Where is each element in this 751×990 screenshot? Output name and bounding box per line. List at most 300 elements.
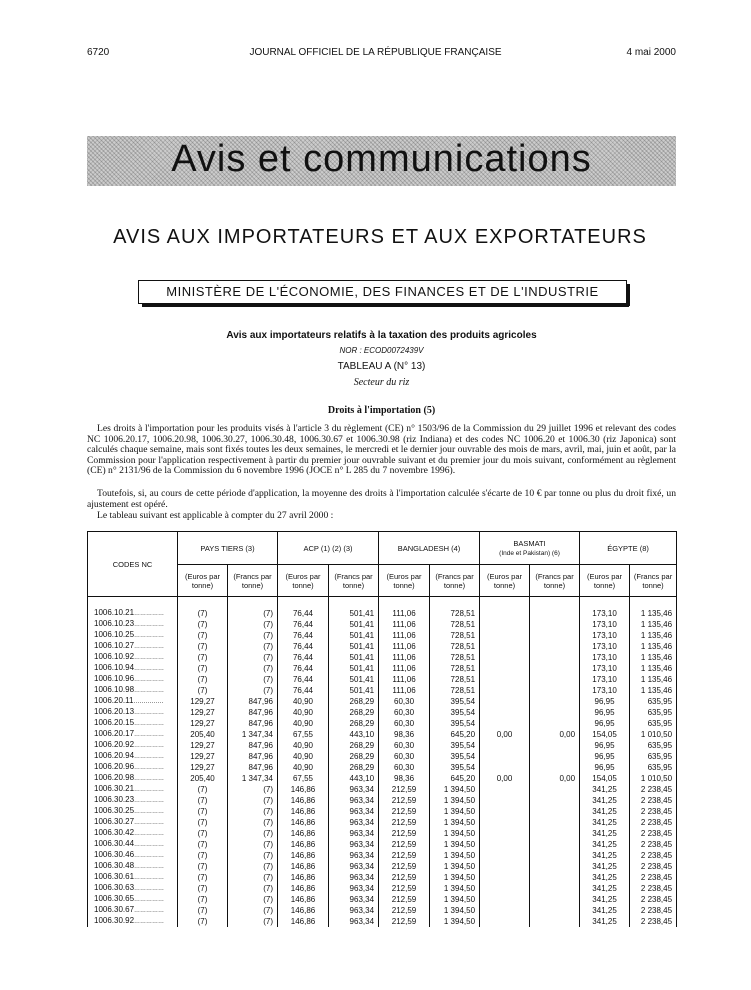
- franc-value-cell: 1 135,46: [630, 674, 677, 685]
- franc-value-cell: 501,41: [329, 608, 379, 619]
- euro-value-cell: (7): [178, 641, 228, 652]
- euro-value-cell: 60,30: [379, 762, 430, 773]
- euro-value-cell: 173,10: [580, 641, 630, 652]
- nc-code-cell: 1006.30.46……………: [88, 850, 178, 861]
- euro-value-cell: 60,30: [379, 740, 430, 751]
- nc-code-cell: 1006.30.67……………: [88, 905, 178, 916]
- franc-value-cell: 1 394,50: [430, 872, 480, 883]
- euro-value-cell: [480, 608, 530, 619]
- euro-value-cell: [480, 828, 530, 839]
- euro-value-cell: [480, 630, 530, 641]
- euro-value-cell: 96,95: [580, 740, 630, 751]
- franc-value-cell: 501,41: [329, 641, 379, 652]
- franc-value-cell: 2 238,45: [630, 872, 677, 883]
- franc-value-cell: [530, 861, 580, 872]
- dot-leader: ……………: [134, 842, 165, 848]
- franc-value-cell: 645,20: [430, 729, 480, 740]
- euro-value-cell: 111,06: [379, 685, 430, 696]
- dot-leader: ……………: [134, 754, 165, 760]
- table-row: [88, 861, 677, 872]
- euro-value-cell: (7): [178, 828, 228, 839]
- franc-value-cell: [530, 751, 580, 762]
- euro-value-cell: [480, 850, 530, 861]
- euro-value-cell: 40,90: [278, 762, 329, 773]
- dot-leader: ……………: [134, 886, 165, 892]
- table-row: [88, 817, 677, 828]
- euro-value-cell: 154,05: [580, 773, 630, 784]
- nc-code-cell: 1006.10.98……………: [88, 685, 178, 696]
- dot-leader: ……………: [134, 611, 165, 617]
- table-row: [88, 663, 677, 674]
- euro-value-cell: 212,59: [379, 828, 430, 839]
- euro-value-cell: [480, 762, 530, 773]
- franc-value-cell: 728,51: [430, 685, 480, 696]
- euro-value-cell: 96,95: [580, 707, 630, 718]
- franc-value-cell: 501,41: [329, 630, 379, 641]
- franc-value-cell: 1 347,34: [228, 773, 278, 784]
- nc-code-cell: 1006.30.63……………: [88, 883, 178, 894]
- franc-value-cell: [530, 828, 580, 839]
- franc-value-cell: (7): [228, 839, 278, 850]
- franc-value-cell: 268,29: [329, 762, 379, 773]
- franc-value-cell: (7): [228, 685, 278, 696]
- franc-value-cell: (7): [228, 806, 278, 817]
- euro-value-cell: 205,40: [178, 729, 228, 740]
- euro-value-cell: [480, 817, 530, 828]
- dot-leader: ……………: [134, 732, 165, 738]
- journal-header: JOURNAL OFFICIEL DE LA RÉPUBLIQUE FRANÇAISE: [249, 47, 502, 58]
- franc-value-cell: 395,54: [430, 718, 480, 729]
- franc-value-cell: 1 135,46: [630, 630, 677, 641]
- franc-value-cell: 963,34: [329, 894, 379, 905]
- table-row: [88, 872, 677, 883]
- franc-value-cell: 2 238,45: [630, 850, 677, 861]
- euro-value-cell: 173,10: [580, 663, 630, 674]
- euro-value-cell: 212,59: [379, 850, 430, 861]
- franc-value-cell: (7): [228, 850, 278, 861]
- franc-value-cell: (7): [228, 784, 278, 795]
- franc-value-cell: 395,54: [430, 707, 480, 718]
- euro-value-cell: [480, 894, 530, 905]
- franc-value-cell: 963,34: [329, 817, 379, 828]
- dot-leader: ……………: [134, 809, 165, 815]
- franc-value-cell: (7): [228, 916, 278, 927]
- euro-value-cell: 212,59: [379, 916, 430, 927]
- euro-value-cell: 98,36: [379, 773, 430, 784]
- franc-value-cell: [530, 674, 580, 685]
- franc-value-cell: 1 010,50: [630, 773, 677, 784]
- franc-value-cell: 268,29: [329, 696, 379, 707]
- nc-code-cell: 1006.20.11……………: [88, 696, 178, 707]
- euro-value-cell: (7): [178, 883, 228, 894]
- unit-header-franc: (Francs par tonne): [228, 565, 278, 597]
- dot-leader: ……………: [134, 787, 165, 793]
- euro-value-cell: 60,30: [379, 751, 430, 762]
- euro-value-cell: 341,25: [580, 828, 630, 839]
- dot-leader: ……………: [134, 743, 165, 749]
- franc-value-cell: 635,95: [630, 718, 677, 729]
- table-row: [88, 784, 677, 795]
- euro-value-cell: [480, 883, 530, 894]
- euro-value-cell: 111,06: [379, 619, 430, 630]
- euro-value-cell: 96,95: [580, 718, 630, 729]
- euro-value-cell: 129,27: [178, 707, 228, 718]
- unit-header-euro: (Euros par tonne): [480, 565, 530, 597]
- franc-value-cell: 635,95: [630, 696, 677, 707]
- nc-code-cell: 1006.20.15……………: [88, 718, 178, 729]
- franc-value-cell: [530, 762, 580, 773]
- franc-value-cell: (7): [228, 630, 278, 641]
- franc-value-cell: (7): [228, 817, 278, 828]
- section-title: AVIS AUX IMPORTATEURS ET AUX EXPORTATEURS: [113, 226, 647, 248]
- franc-value-cell: 1 394,50: [430, 817, 480, 828]
- nc-code-cell: 1006.10.23……………: [88, 619, 178, 630]
- euro-value-cell: (7): [178, 850, 228, 861]
- sector-label: Secteur du riz: [353, 377, 410, 388]
- franc-value-cell: 501,41: [329, 652, 379, 663]
- euro-value-cell: 205,40: [178, 773, 228, 784]
- euro-value-cell: 212,59: [379, 795, 430, 806]
- franc-value-cell: [530, 685, 580, 696]
- franc-value-cell: (7): [228, 828, 278, 839]
- euro-value-cell: 341,25: [580, 806, 630, 817]
- notice-title: Avis aux importateurs relatifs à la taxation des produits agricoles: [226, 330, 537, 341]
- dot-leader: ……………: [134, 644, 165, 650]
- euro-value-cell: 173,10: [580, 619, 630, 630]
- table-row: [88, 652, 677, 663]
- nc-code-cell: 1006.30.44……………: [88, 839, 178, 850]
- euro-value-cell: 146,86: [278, 916, 329, 927]
- euro-value-cell: 76,44: [278, 630, 329, 641]
- euro-value-cell: 76,44: [278, 619, 329, 630]
- euro-value-cell: 212,59: [379, 839, 430, 850]
- dot-leader: ……………: [134, 919, 165, 925]
- franc-value-cell: [530, 916, 580, 927]
- euro-value-cell: 212,59: [379, 861, 430, 872]
- franc-value-cell: (7): [228, 619, 278, 630]
- dot-leader: ……………: [134, 710, 165, 716]
- franc-value-cell: [530, 696, 580, 707]
- paragraph-calculation: Les droits à l'importation pour les produits visés à l'article 3 du règlement (CE) n° 1503/96 de la Commission du 29 juillet 1996 et relevant des codes NC 1006.20.17, 1006.20.98, 1006.30.27, 1006.30.48, 1006.30.67 et 1006.30.98 (riz Indiana) et des codes NC 1006.20 et 1006.30 (riz Japonica) sont calculés chaque semaine, mais sont fixés toutes les deux semaines, le mercredi et le dernier jour ouvrable des mois de mars, avril, mai, juin et août, par la Commission pour l'application respectivement à partir du premier jour ouvrable suivant et du premier jour du mois suivant, conformément au règlement (CE) n° 2131/96 de la Commission du 6 novembre 1996 (JOCE n° L 285 du 7 novembre 1996).: [87, 423, 676, 477]
- euro-value-cell: 146,86: [278, 861, 329, 872]
- franc-value-cell: 963,34: [329, 883, 379, 894]
- euro-value-cell: 212,59: [379, 872, 430, 883]
- nc-code-cell: 1006.30.27……………: [88, 817, 178, 828]
- franc-value-cell: 728,51: [430, 641, 480, 652]
- euro-value-cell: 173,10: [580, 674, 630, 685]
- table-row: [88, 916, 677, 927]
- franc-value-cell: 268,29: [329, 751, 379, 762]
- euro-value-cell: [480, 619, 530, 630]
- basmati-subtitle: (Inde et Pakistan) (6): [499, 550, 560, 557]
- nc-code-cell: 1006.30.48……………: [88, 861, 178, 872]
- franc-value-cell: (7): [228, 872, 278, 883]
- banner-title: Avis et communications: [171, 138, 592, 180]
- euro-value-cell: [480, 740, 530, 751]
- table-row: [88, 828, 677, 839]
- euro-value-cell: 146,86: [278, 872, 329, 883]
- franc-value-cell: 1 010,50: [630, 729, 677, 740]
- euro-value-cell: 173,10: [580, 630, 630, 641]
- euro-value-cell: (7): [178, 630, 228, 641]
- franc-value-cell: (7): [228, 674, 278, 685]
- euro-value-cell: 111,06: [379, 608, 430, 619]
- franc-value-cell: 635,95: [630, 751, 677, 762]
- franc-value-cell: 963,34: [329, 916, 379, 927]
- euro-value-cell: 341,25: [580, 784, 630, 795]
- franc-value-cell: 963,34: [329, 806, 379, 817]
- franc-value-cell: [530, 619, 580, 630]
- section-banner: [87, 136, 676, 186]
- franc-value-cell: 847,96: [228, 762, 278, 773]
- franc-value-cell: [530, 707, 580, 718]
- euro-value-cell: (7): [178, 784, 228, 795]
- euro-value-cell: 111,06: [379, 663, 430, 674]
- franc-value-cell: (7): [228, 905, 278, 916]
- franc-value-cell: 1 394,50: [430, 795, 480, 806]
- euro-value-cell: 146,86: [278, 883, 329, 894]
- franc-value-cell: 1 135,46: [630, 663, 677, 674]
- franc-value-cell: 2 238,45: [630, 784, 677, 795]
- franc-value-cell: 1 394,50: [430, 883, 480, 894]
- group-header: ACP (1) (2) (3): [278, 532, 379, 565]
- franc-value-cell: 2 238,45: [630, 828, 677, 839]
- franc-value-cell: (7): [228, 883, 278, 894]
- euro-value-cell: 111,06: [379, 674, 430, 685]
- euro-value-cell: 129,27: [178, 751, 228, 762]
- franc-value-cell: (7): [228, 861, 278, 872]
- euro-value-cell: [480, 784, 530, 795]
- table-row: [88, 718, 677, 729]
- franc-value-cell: 963,34: [329, 905, 379, 916]
- euro-value-cell: 341,25: [580, 817, 630, 828]
- euro-value-cell: 212,59: [379, 806, 430, 817]
- euro-value-cell: 341,25: [580, 850, 630, 861]
- euro-value-cell: (7): [178, 916, 228, 927]
- franc-value-cell: 847,96: [228, 707, 278, 718]
- euro-value-cell: 76,44: [278, 663, 329, 674]
- nc-code-cell: 1006.20.92……………: [88, 740, 178, 751]
- franc-value-cell: [530, 795, 580, 806]
- franc-value-cell: 1 347,34: [228, 729, 278, 740]
- franc-value-cell: 0,00: [530, 773, 580, 784]
- nc-code-cell: 1006.10.96……………: [88, 674, 178, 685]
- franc-value-cell: 1 394,50: [430, 839, 480, 850]
- nc-code-cell: 1006.20.96……………: [88, 762, 178, 773]
- euro-value-cell: (7): [178, 817, 228, 828]
- franc-value-cell: 1 394,50: [430, 784, 480, 795]
- dot-leader: ……………: [134, 864, 165, 870]
- duties-heading: Droits à l'importation (5): [327, 405, 436, 416]
- dot-leader: ……………: [134, 776, 165, 782]
- table-row: [88, 630, 677, 641]
- euro-value-cell: 76,44: [278, 641, 329, 652]
- dot-leader: ……………: [134, 897, 165, 903]
- euro-value-cell: 341,25: [580, 872, 630, 883]
- dot-leader: ……………: [134, 831, 165, 837]
- euro-value-cell: [480, 872, 530, 883]
- franc-value-cell: 443,10: [329, 773, 379, 784]
- euro-value-cell: 129,27: [178, 762, 228, 773]
- franc-value-cell: (7): [228, 894, 278, 905]
- table-row: [88, 751, 677, 762]
- euro-value-cell: 173,10: [580, 685, 630, 696]
- franc-value-cell: [530, 608, 580, 619]
- euro-value-cell: 76,44: [278, 652, 329, 663]
- euro-value-cell: [480, 905, 530, 916]
- table-label: TABLEAU A (N° 13): [337, 361, 426, 372]
- euro-value-cell: [480, 751, 530, 762]
- euro-value-cell: 60,30: [379, 707, 430, 718]
- euro-value-cell: 146,86: [278, 839, 329, 850]
- duties-table: [87, 531, 677, 927]
- euro-value-cell: (7): [178, 619, 228, 630]
- euro-value-cell: [480, 861, 530, 872]
- franc-value-cell: 635,95: [630, 740, 677, 751]
- issue-date: 4 mai 2000: [626, 47, 676, 58]
- group-header: BANGLADESH (4): [379, 532, 480, 565]
- euro-value-cell: 0,00: [480, 773, 530, 784]
- franc-value-cell: [530, 806, 580, 817]
- dot-leader: ……………: [134, 633, 165, 639]
- franc-value-cell: [530, 894, 580, 905]
- nc-code-cell: 1006.20.13……………: [88, 707, 178, 718]
- franc-value-cell: 2 238,45: [630, 883, 677, 894]
- franc-value-cell: [530, 740, 580, 751]
- nor-reference: NOR : ECOD0072439V: [339, 346, 424, 355]
- table-row: [88, 839, 677, 850]
- franc-value-cell: 847,96: [228, 696, 278, 707]
- franc-value-cell: 395,54: [430, 740, 480, 751]
- franc-value-cell: 501,41: [329, 674, 379, 685]
- franc-value-cell: 268,29: [329, 707, 379, 718]
- table-row: [88, 894, 677, 905]
- franc-value-cell: 728,51: [430, 663, 480, 674]
- dot-leader: ……………: [134, 853, 165, 859]
- nc-code-cell: 1006.20.94……………: [88, 751, 178, 762]
- group-header: PAYS TIERS (3): [178, 532, 278, 565]
- franc-value-cell: 2 238,45: [630, 817, 677, 828]
- euro-value-cell: (7): [178, 894, 228, 905]
- euro-value-cell: (7): [178, 795, 228, 806]
- euro-value-cell: (7): [178, 685, 228, 696]
- euro-value-cell: 146,86: [278, 894, 329, 905]
- euro-value-cell: 146,86: [278, 850, 329, 861]
- dot-leader: ……………: [134, 666, 165, 672]
- franc-value-cell: [530, 652, 580, 663]
- franc-value-cell: [530, 784, 580, 795]
- euro-value-cell: (7): [178, 861, 228, 872]
- franc-value-cell: 635,95: [630, 707, 677, 718]
- euro-value-cell: 341,25: [580, 883, 630, 894]
- euro-value-cell: 212,59: [379, 784, 430, 795]
- page-number: 6720: [87, 47, 110, 58]
- franc-value-cell: 963,34: [329, 784, 379, 795]
- nc-code-cell: 1006.10.27……………: [88, 641, 178, 652]
- euro-value-cell: 146,86: [278, 817, 329, 828]
- franc-value-cell: [530, 839, 580, 850]
- table-row: [88, 806, 677, 817]
- euro-value-cell: 212,59: [379, 905, 430, 916]
- euro-value-cell: 40,90: [278, 718, 329, 729]
- franc-value-cell: 395,54: [430, 762, 480, 773]
- franc-value-cell: [530, 641, 580, 652]
- unit-header-euro: (Euros par tonne): [379, 565, 430, 597]
- euro-value-cell: 96,95: [580, 751, 630, 762]
- franc-value-cell: 2 238,45: [630, 905, 677, 916]
- franc-value-cell: 1 135,46: [630, 619, 677, 630]
- nc-code-cell: 1006.10.25……………: [88, 630, 178, 641]
- franc-value-cell: [530, 883, 580, 894]
- franc-value-cell: 268,29: [329, 740, 379, 751]
- euro-value-cell: 341,25: [580, 905, 630, 916]
- euro-value-cell: [480, 674, 530, 685]
- franc-value-cell: [530, 630, 580, 641]
- dot-leader: ……………: [134, 875, 165, 881]
- nc-code-cell: 1006.30.25……………: [88, 806, 178, 817]
- franc-value-cell: 1 135,46: [630, 685, 677, 696]
- nc-code-cell: 1006.30.61……………: [88, 872, 178, 883]
- franc-value-cell: 395,54: [430, 696, 480, 707]
- euro-value-cell: 60,30: [379, 718, 430, 729]
- nc-code-cell: 1006.10.94……………: [88, 663, 178, 674]
- franc-value-cell: (7): [228, 795, 278, 806]
- euro-value-cell: 146,86: [278, 784, 329, 795]
- unit-header-franc: (Francs par tonne): [630, 565, 677, 597]
- franc-value-cell: 501,41: [329, 685, 379, 696]
- nc-code-cell: 1006.20.98……………: [88, 773, 178, 784]
- euro-value-cell: 76,44: [278, 608, 329, 619]
- paragraph-applicability: Le tableau suivant est applicable à compter du 27 avril 2000 :: [97, 510, 334, 521]
- euro-value-cell: [480, 718, 530, 729]
- euro-value-cell: 40,90: [278, 707, 329, 718]
- euro-value-cell: [480, 663, 530, 674]
- euro-value-cell: (7): [178, 905, 228, 916]
- franc-value-cell: 2 238,45: [630, 894, 677, 905]
- dot-leader: ……………: [134, 622, 165, 628]
- franc-value-cell: 395,54: [430, 751, 480, 762]
- euro-value-cell: [480, 696, 530, 707]
- franc-value-cell: [530, 817, 580, 828]
- table-row: [88, 850, 677, 861]
- table-body: [88, 608, 677, 927]
- dot-leader: ……………: [134, 908, 165, 914]
- franc-value-cell: (7): [228, 652, 278, 663]
- dot-leader: ……………: [134, 798, 165, 804]
- euro-value-cell: [480, 652, 530, 663]
- nc-code-cell: 1006.10.21……………: [88, 608, 178, 619]
- franc-value-cell: 728,51: [430, 652, 480, 663]
- franc-value-cell: 728,51: [430, 608, 480, 619]
- euro-value-cell: 341,25: [580, 861, 630, 872]
- dot-leader: ……………: [134, 677, 165, 683]
- franc-value-cell: (7): [228, 641, 278, 652]
- franc-value-cell: 1 394,50: [430, 861, 480, 872]
- euro-value-cell: 212,59: [379, 817, 430, 828]
- euro-value-cell: [480, 707, 530, 718]
- euro-value-cell: 76,44: [278, 685, 329, 696]
- franc-value-cell: 728,51: [430, 630, 480, 641]
- franc-value-cell: [530, 850, 580, 861]
- franc-value-cell: 963,34: [329, 872, 379, 883]
- dot-leader: ……………: [134, 688, 165, 694]
- franc-value-cell: 2 238,45: [630, 839, 677, 850]
- table-row: [88, 762, 677, 773]
- franc-value-cell: 501,41: [329, 619, 379, 630]
- unit-header-euro: (Euros par tonne): [278, 565, 329, 597]
- franc-value-cell: 2 238,45: [630, 795, 677, 806]
- table-row: [88, 883, 677, 894]
